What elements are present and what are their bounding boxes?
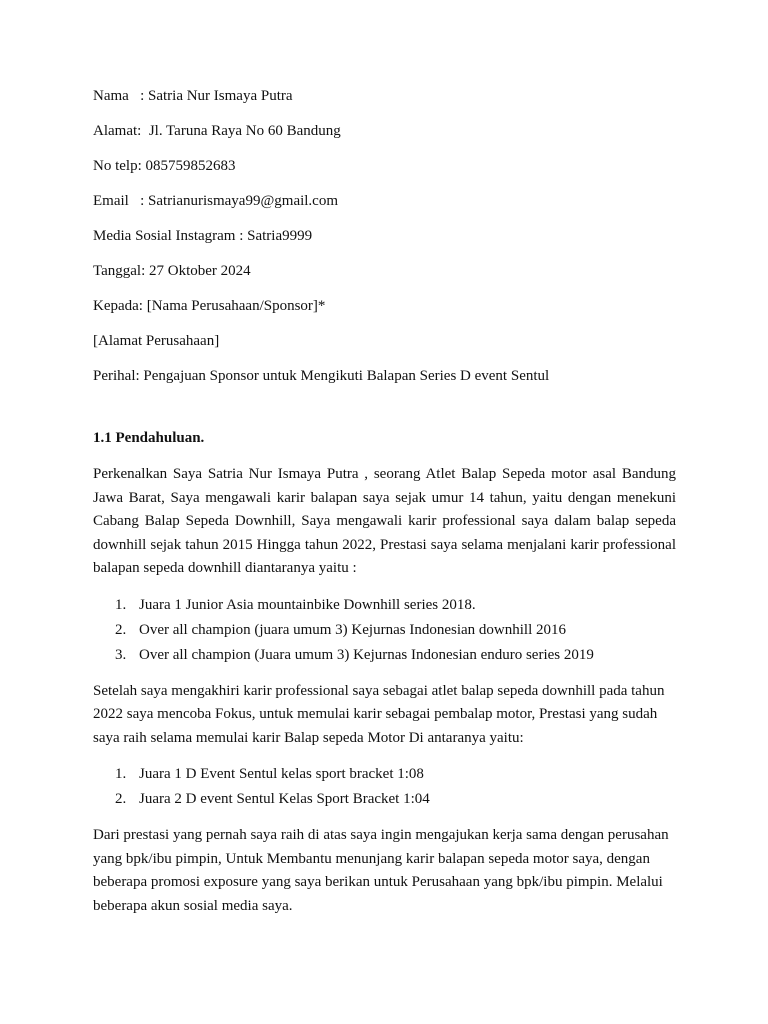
motor-career-paragraph: Setelah saya mengakhiri karir professional saya sebagai atlet balap sepeda downhill pada tahun 2022 saya mencoba Fokus, untuk memulai karir sebagai pembalap motor, Prestasi yang sudah saya raih selama memulai karir Balap sepeda Motor Di antaranya yaitu:: [93, 682, 665, 746]
list-item: 3. Over all champion (Juara umum 3) Kejurnas Indonesian enduro series 2019: [115, 646, 594, 663]
address-line: Alamat: Jl. Taruna Raya No 60 Bandung: [93, 123, 341, 139]
list-item: 2. Over all champion (juara umum 3) Kejurnas Indonesian downhill 2016: [115, 621, 566, 638]
sponsorship-request-paragraph: Dari prestasi yang pernah saya raih di atas saya ingin mengajukan kerja sama dengan perusahan yang bpk/ibu pimpin, Untuk Membantu menunjang karir balapan sepeda motor saya, dengan beberapa promosi exposure yang saya berikan untuk Perusahaan yang bpk/ibu pimpin. Melalui beberapa akun sosial media saya.: [93, 827, 669, 914]
recipient-line: Kepada: [Nama Perusahaan/Sponsor]*: [93, 298, 326, 314]
document-page: [93, 86, 676, 930]
section-heading: 1.1 Pendahuluan.: [93, 430, 205, 446]
list-item: 2. Juara 2 D event Sentul Kelas Sport Bracket 1:04: [115, 791, 430, 807]
motor-achievements-list: [93, 762, 676, 812]
list-item: 1. Juara 1 Junior Asia mountainbike Downhill series 2018.: [115, 596, 476, 613]
email-line: Email : Satrianurismaya99@gmail.com: [93, 193, 339, 209]
instagram-line: Media Sosial Instagram : Satria9999: [93, 228, 313, 244]
downhill-achievements-list: [93, 593, 676, 668]
date-line: Tanggal: 27 Oktober 2024: [93, 263, 251, 279]
phone-line: No telp: 085759852683: [93, 158, 236, 174]
company-address-line: [Alamat Perusahaan]: [93, 333, 220, 349]
intro-paragraph: Perkenalkan Saya Satria Nur Ismaya Putra , seorang Atlet Balap Sepeda motor asal Bandung Jawa Barat, Saya mengawali karir balapan saya sejak umur 14 tahun, yaitu dengan menekuni Cabang Balap Sepeda Downhill, Saya mengawali karir professional saya dalam balap sepeda downhill sejak tahun 2015 Hingga tahun 2022, Prestasi saya selama menjalani karir professional balapan sepeda downhill diantaranya yaitu :: [93, 466, 676, 576]
list-item: 1. Juara 1 D Event Sentul kelas sport bracket 1:08: [115, 766, 424, 782]
section-spacer: [93, 401, 676, 428]
subject-line: Perihal: Pengajuan Sponsor untuk Mengikuti Balapan Series D event Sentul: [93, 368, 550, 384]
name-line: Nama : Satria Nur Ismaya Putra: [93, 88, 293, 104]
